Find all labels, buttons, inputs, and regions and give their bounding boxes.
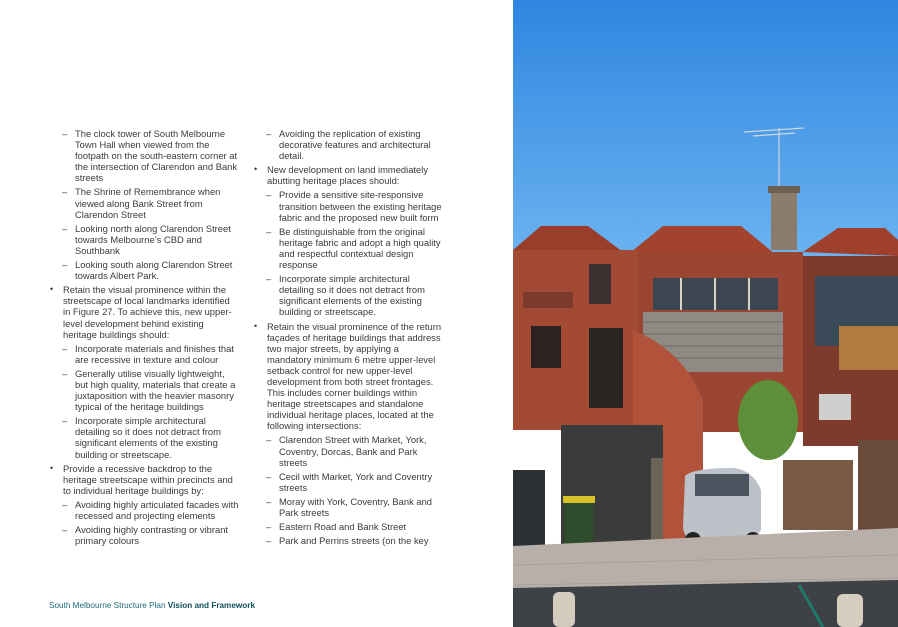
sky <box>513 0 898 260</box>
heritage-photograph <box>513 0 898 627</box>
bullet-item: • Retain the visual prominence within the streetscape of local landmarks identified in Figure 27. To achieve this, new upper-level development behind existing heritage buildings should: <box>49 284 239 339</box>
balcony <box>839 326 898 370</box>
parked-car-dark <box>513 470 545 550</box>
window-left <box>531 326 561 368</box>
door-left <box>589 328 623 408</box>
sub-bullet-item: – The Shrine of Remembrance when viewed along Bank Street from Clarendon Street <box>49 186 239 219</box>
bullet-item: • Provide a recessive backdrop to the heritage streetscape within precincts and to individual heritage buildings by: <box>49 463 239 496</box>
footer-document-title: South Melbourne Structure Plan <box>49 601 166 610</box>
ac-unit <box>819 394 851 420</box>
sub-bullet-item: – Generally utilise visually lightweight, but high quality, materials that create a juxtaposition with the heavier masonry typical of the heritage buildings <box>49 368 239 412</box>
sub-bullet-item: – Avoiding highly articulated facades with recessed and projecting elements <box>49 499 239 521</box>
sub-bullet-item: – Incorporate simple architectural detailing so it does not detract from significant elements of the existing building or streetscape. <box>253 273 443 317</box>
green-bin <box>565 500 593 546</box>
sub-bullet-item: – Avoiding highly contrasting or vibrant primary colours <box>49 524 239 546</box>
left-bullet-list <box>49 128 239 546</box>
sub-bullet-item: – Cecil with Market, York and Coventry streets <box>253 471 443 493</box>
timber-fence <box>858 440 898 530</box>
footer-section-title: Vision and Framework <box>167 601 256 610</box>
bollard-left <box>553 592 575 627</box>
page-footer <box>49 601 255 610</box>
sub-bullet-item: – Incorporate materials and finishes that are recessive in texture and colour <box>49 343 239 365</box>
bollard-right <box>837 594 863 627</box>
right-bullet-list <box>253 128 443 546</box>
sub-bullet-item: – Provide a sensitive site-responsive transition between the existing heritage fabric and the proposed new built form <box>253 189 443 222</box>
shrub <box>738 380 798 460</box>
sub-bullet-item: – Park and Perrins streets (on the key <box>253 535 443 546</box>
bullet-item: • Retain the visual prominence of the return façades of heritage buildings that address two major streets, by applying a mandatory minimum 6 metre upper-level setback control for new upper-level development from both street frontages. This includes corner buildings within heritage streetscapes and standalone individual heritage places, located at the following intersections: <box>253 321 443 432</box>
sub-bullet-item: – The clock tower of South Melbourne Town Hall when viewed from the footpath on the south-eastern corner at the intersection of Clarendon and Bank streets <box>49 128 239 183</box>
sub-bullet-item: – Eastern Road and Bank Street <box>253 521 443 532</box>
bullet-item: • New development on land immediately abutting heritage places should: <box>253 164 443 186</box>
sub-bullet-item: – Incorporate simple architectural detailing so it does not detract from significant elements of the existing building or streetscape. <box>49 415 239 459</box>
chimney <box>771 190 797 250</box>
sub-bullet-item: – Looking south along Clarendon Street towards Albert Park. <box>49 259 239 281</box>
sub-bullet-item: – Looking north along Clarendon Street towards Melbourne’s CBD and Southbank <box>49 223 239 256</box>
right-text-column <box>253 128 443 549</box>
sub-bullet-item: – Be distinguishable from the original heritage fabric and adopt a high quality and respectful contextual design response <box>253 226 443 270</box>
left-text-column <box>49 128 239 549</box>
sub-bullet-item: – Avoiding the replication of existing decorative features and architectural detail. <box>253 128 443 161</box>
sub-bullet-item: – Clarendon Street with Market, York, Coventry, Dorcas, Bank and Park streets <box>253 434 443 467</box>
sub-bullet-item: – Moray with York, Coventry, Bank and Park streets <box>253 496 443 518</box>
